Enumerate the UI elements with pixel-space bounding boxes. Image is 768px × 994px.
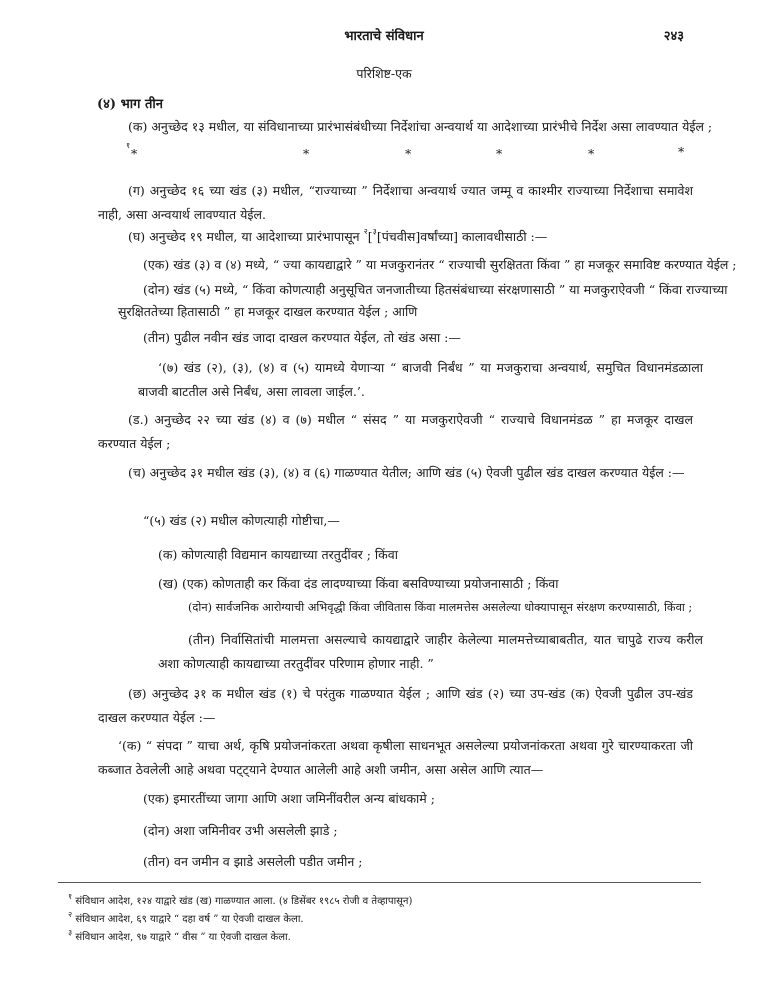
footnote-divider	[58, 882, 701, 883]
clause-gh-sub1: (एक) खंड (३) व (४) मध्ये, “ ज्या कायद्याद्वारे ” या मजकुरानंतर “ राज्याची सुरक्षितता किंवा ” हा मजकूर समाविष्ट करण्यात येईल ;	[143, 257, 737, 272]
appendix-title: परिशिष्ट-एक	[356, 66, 412, 81]
footnote-mark: १	[68, 892, 73, 901]
clause-ch-kh: (ख) (एक) कोणताही कर किंवा दंड लादण्याच्या किंवा बसविण्याच्या प्रयोजनासाठी ; किंवा	[158, 576, 559, 591]
clause-gh	[128, 228, 547, 245]
footnote-2	[68, 911, 304, 925]
clause-ch: (च) अनुच्छेद ३१ मधील खंड (३), (४) व (६) गाळण्यात येतील; आणि खंड (५) ऐवजी पुढील खंड दाखल करण्यात येईल :—	[128, 465, 685, 480]
clause-d: (ड.) अनुच्छेद २२ च्या खंड (४) व (७) मधील “ संसद ” या मजकुराऐवजी “ राज्याचे विधानमंडळ ” हा मजकूर दाखल करण्यात येईल ;	[98, 412, 693, 451]
clause-gh-sub3-quote: ‘(७) खंड (२), (३), (४) व (५) यामध्ये येणाऱ्या “ बाजवी निर्बंध ” या मजकुराचा अन्वयार्थ, समुचित विधानमंडळाला बाजवी बाटतील असे निर्बंध, असा लावला जाईल.’.	[138, 360, 703, 399]
omission-star: *	[405, 146, 412, 161]
omission-star: *	[303, 146, 310, 161]
clause-k: (क) अनुच्छेद १३ मधील, या संविधानाच्या प्रारंभासंबंधीच्या निर्देशांचा अन्वयार्थ या आदेशाच्या प्रारंभीचे निर्देश असा लावण्यात येईल ;	[128, 119, 713, 134]
part-title: (४) भाग तीन	[97, 97, 163, 112]
clause-gh-sub3: (तीन) पुढील नवीन खंड जादा दाखल करण्यात येईल, तो खंड असा :—	[143, 330, 461, 345]
clause-gh-text: (घ) अनुच्छेद १९ मधील, या आदेशाच्या प्रारंभापासून	[128, 229, 360, 244]
clause-chh-quote: ‘(क) “ संपदा ” याचा अर्थ, कृषि प्रयोजनांकरता अथवा कृषीला साधनभूत असलेल्या प्रयोजनांकरता अथवा गुरे चारण्याकरता जी कब्जात ठेवलेली आहे अथवा पट्ट्याने देण्यात आलेली आहे अशी जमीन, असा असेल आणि त्यात—	[98, 738, 693, 777]
page-number: २४३	[663, 29, 684, 44]
clause-gh-tail: कालावधीसाठी :—	[457, 229, 548, 244]
omission-footnote-marker: १	[126, 141, 131, 150]
running-header-title: भारताचे संविधान	[344, 29, 424, 44]
omission-stars	[98, 141, 698, 166]
clause-chh-ek: (एक) इमारतींच्या जागा आणि अशा जमिनींवरील अन्य बांधकामे ;	[143, 791, 435, 806]
omission-star: *	[131, 146, 138, 161]
footnote-marker: २	[363, 227, 368, 236]
footnote-marker: ३	[372, 227, 377, 236]
omission-star: *	[678, 144, 685, 159]
footnote-text: संविधान आदेश, ९७ याद्वारे “ वीस ” या ऐवजी दाखल केला.	[75, 932, 291, 943]
footnote-mark: २	[68, 910, 73, 919]
clause-ch-kh-teen: (तीन) निर्वासितांची मालमत्ता असल्याचे कायद्याद्वारे जाहीर केलेल्या मालमत्तेच्याबाबतीत, यात चापुढे राज्य करील अशा कोणत्याही कायद्याच्या तरतुदींवर परिणाम होणार नाही. ”	[158, 632, 703, 671]
omission-star: *	[588, 146, 595, 161]
clause-gh-sub2-line2: सुरक्षिततेच्या हितासाठी ” हा मजकूर दाखल करण्यात येईल ; आणि	[118, 304, 418, 319]
clause-g: (ग) अनुच्छेद १६ च्या खंड (३) मधील, “राज्याच्या ” निर्देशाचा अन्वयार्थ ज्यात जम्मू व काश्मीर राज्याच्या निर्देशाचा समावेश नाही, असा अन्वयार्थ लावण्यात येईल.	[98, 183, 693, 222]
footnote-text: संविधान आदेश, १२४ याद्वारे खंड (ख) गाळण्यात आला. (४ डिसेंबर १९८५ रोजी व तेव्हापासून)	[75, 896, 413, 907]
omission-star: *	[496, 146, 503, 161]
clause-chh: (छ) अनुच्छेद ३१ क मधील खंड (१) चे परंतुक गाळण्यात येईल ; आणि खंड (२) च्या उप-खंड (क) ऐवजी पुढील उप-खंड दाखल करण्यात येईल :—	[98, 686, 693, 725]
clause-chh-teen: (तीन) वन जमीन व झाडे असलेली पडीत जमीन ;	[143, 854, 363, 869]
footnote-mark: ३	[68, 928, 73, 937]
clause-gh-sub2-line1: (दोन) खंड (५) मध्ये, “ किंवा कोणत्याही अनुसूचित जनजातीच्या हितसंबंधाच्या संरक्षणासाठी ” या मजकुराऐवजी “ किंवा राज्याच्या	[143, 282, 728, 297]
clause-ch-kh-don: (दोन) सार्वजनिक आरोग्याची अभिवृद्धी किंवा जीवितास किंवा मालमत्तेस असलेल्या धोक्यापासून संरक्षण करण्यासाठी, किंवा ;	[188, 601, 693, 614]
footnote-3	[68, 929, 291, 943]
clause-ch-k: (क) कोणत्याही विद्यमान कायद्याच्या तरतुदींवर ; किंवा	[158, 547, 398, 562]
footnote-1	[68, 893, 412, 907]
clause-ch-quote-head: “(५) खंड (२) मधील कोणत्याही गोष्टीचा,—	[143, 513, 340, 528]
clause-gh-inner: [पंचवीस]वर्षांच्या]	[376, 229, 458, 244]
clause-chh-don: (दोन) अशा जमिनीवर उभी असलेली झाडे ;	[143, 823, 338, 838]
clause-gh-bracket: [	[367, 229, 373, 244]
footnote-text: संविधान आदेश, ६९ याद्वारे “ दहा वर्ष ” या ऐवजी दाखल केला.	[75, 914, 304, 925]
